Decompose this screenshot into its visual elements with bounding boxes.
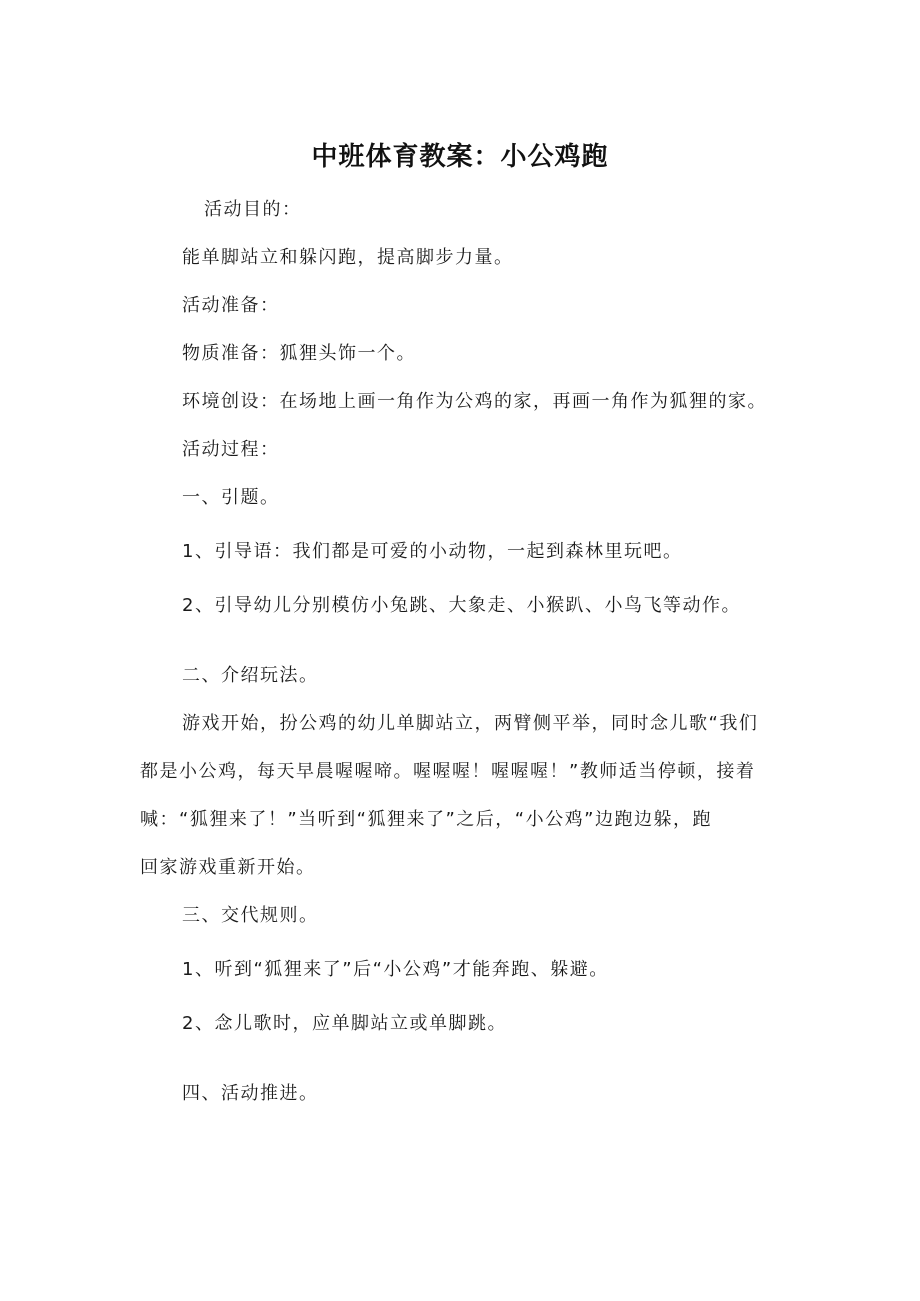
- paragraph-line: 喊：“狐狸来了！”当听到“狐狸来了”之后，“小公鸡”边跑边躲，跑: [140, 809, 712, 830]
- paragraph-line: 1、引导语：我们都是可爱的小动物，一起到森林里玩吧。: [182, 541, 683, 562]
- paragraph-line: 活动准备：: [182, 295, 280, 316]
- paragraph-line: 活动过程：: [182, 439, 280, 460]
- paragraph-line: 活动目的：: [204, 199, 302, 220]
- document-title: 中班体育教案：小公鸡跑: [311, 142, 609, 172]
- paragraph-line: 1、听到“狐狸来了”后“小公鸡”才能奔跑、躲避。: [182, 959, 609, 980]
- paragraph-line: 环境创设：在场地上画一角作为公鸡的家，再画一角作为狐狸的家。: [182, 391, 767, 412]
- paragraph-line: 2、念儿歌时，应单脚站立或单脚跳。: [182, 1013, 507, 1034]
- paragraph-line: 回家游戏重新开始。: [140, 857, 316, 878]
- paragraph-line: 游戏开始，扮公鸡的幼儿单脚站立，两臂侧平举，同时念儿歌“我们: [182, 713, 759, 734]
- paragraph-line: 一、引题。: [182, 487, 280, 508]
- paragraph-line: 三、交代规则。: [182, 905, 319, 926]
- paragraph-line: 2、引导幼儿分别模仿小兔跳、大象走、小猴趴、小鸟飞等动作。: [182, 595, 741, 616]
- paragraph-line: 四、活动推进。: [182, 1083, 319, 1104]
- paragraph-line: 物质准备：狐狸头饰一个。: [182, 343, 416, 364]
- paragraph-line: 能单脚站立和躲闪跑，提高脚步力量。: [182, 247, 514, 268]
- paragraph-line: 都是小公鸡，每天早晨喔喔啼。喔喔喔！喔喔喔！”教师适当停顿，接着: [140, 761, 756, 782]
- paragraph-line: 二、介绍玩法。: [182, 665, 319, 686]
